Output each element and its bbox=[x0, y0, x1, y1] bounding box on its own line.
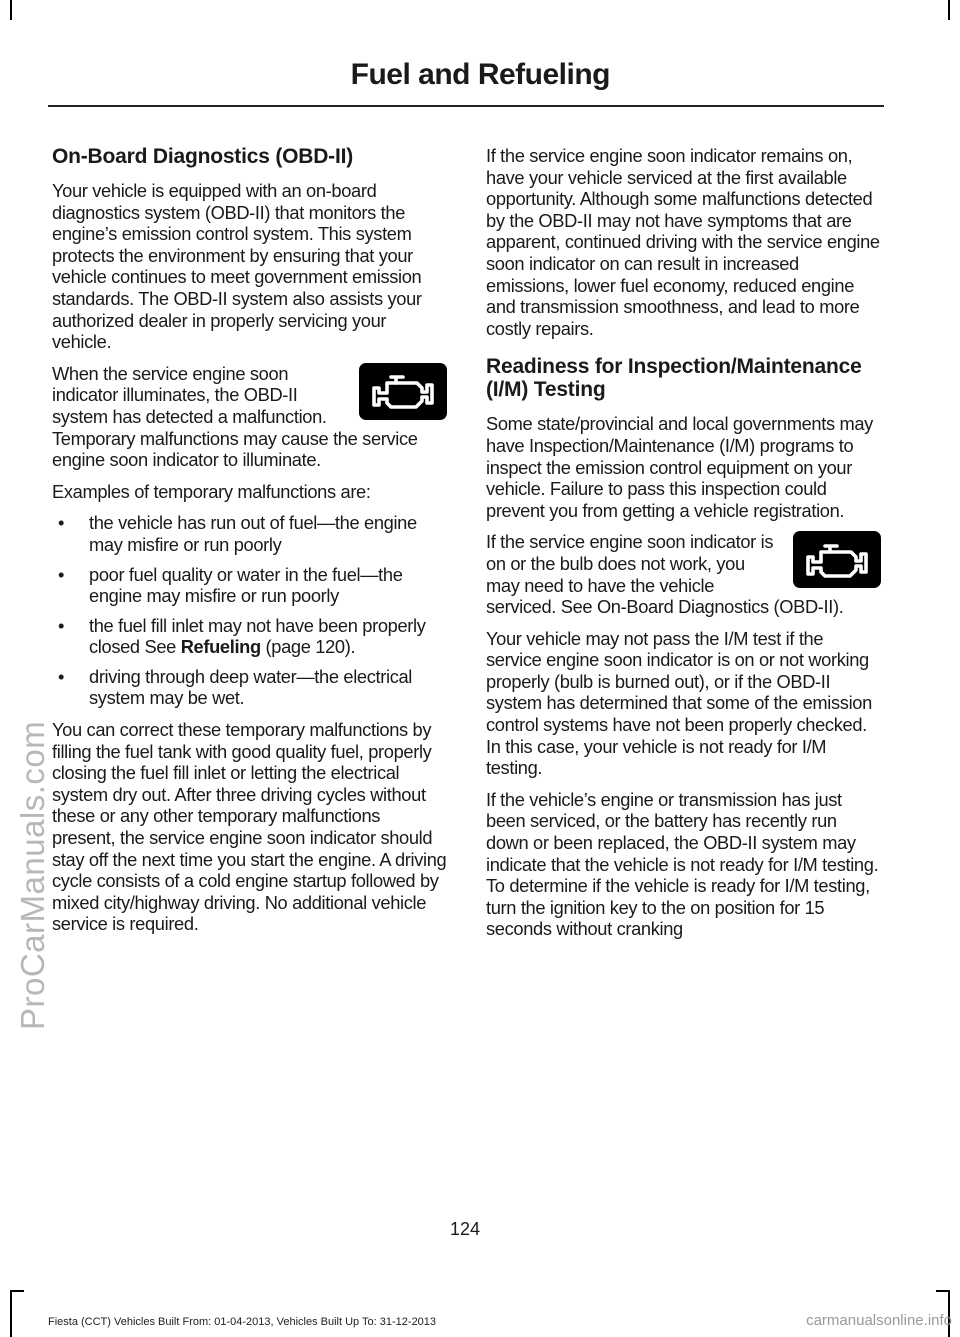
paragraph: You can correct these temporary malfunctions by filling the fuel tank with good quality fuel, properly closing the fuel fill inlet or letting the electrical system dry out. After three driving cycles without these or any other temporary malfunctions present, the service engine soon indicator should stay off the next time you start the engine. A driving cycle consists of a cold engine startup followed by mixed city/highway driving. No additional vehicle service is required. bbox=[52, 719, 447, 935]
list-item: • driving through deep water—the electrical system may be wet. bbox=[52, 666, 447, 709]
page-title: Fuel and Refueling bbox=[350, 58, 610, 91]
cross-reference-link[interactable]: Refueling bbox=[180, 636, 261, 658]
paragraph: When the service engine soon indicator illuminates, the OBD-II system has detected a malfunction. Temporary malfunctions may cause the service engine soon indicator to illuminate. bbox=[52, 362, 418, 471]
paragraph: Some state/provincial and local governments may have Inspection/Maintenance (I/M) programs to inspect the emission control equipment on your vehicle. Failure to pass this inspection could prevent you from getting a vehicle registration. bbox=[486, 413, 873, 521]
paragraph: If the vehicle’s engine or transmission has just been serviced, or the battery has recently run down or been replaced, the OBD-II system may indicate that the vehicle is not ready for I/M testing. To determine if the vehicle is ready for I/M testing, turn the ignition key to the on position for 15 seconds without cranking bbox=[486, 788, 879, 940]
check-engine-icon bbox=[793, 531, 881, 588]
paragraph: Examples of temporary malfunctions are: bbox=[52, 480, 371, 502]
icon-paragraph bbox=[486, 531, 881, 617]
bullet-list bbox=[52, 512, 447, 709]
footer-text: Fiesta (CCT) Vehicles Built From: 01-04-2013, Vehicles Built Up To: 31-12-2013 bbox=[48, 1316, 437, 1328]
crop-mark bbox=[10, 0, 12, 20]
watermark: ProCarManuals.com bbox=[14, 720, 51, 1030]
list-item bbox=[52, 615, 447, 658]
crop-mark bbox=[936, 1290, 950, 1292]
page-number: 124 bbox=[449, 1219, 481, 1239]
header-divider bbox=[48, 105, 884, 107]
footer-watermark: carmanualsonline.info bbox=[806, 1312, 952, 1329]
check-engine-icon bbox=[359, 363, 447, 420]
section-heading-readiness: Readiness for Inspection/Maintenance (I/M) Testing bbox=[486, 355, 862, 402]
page-reference: (page 120). bbox=[260, 636, 356, 658]
crop-mark bbox=[10, 1290, 12, 1337]
paragraph: Your vehicle may not pass the I/M test if the service engine soon indicator is on or not working properly (bulb is burned out), or if the OBD-II system has determined that some of the emission control systems have not been properly checked. In this case, your vehicle is not ready for I/M testing. bbox=[486, 627, 872, 779]
list-item: • the vehicle has run out of fuel—the engine may misfire or run poorly bbox=[52, 512, 447, 555]
paragraph: If the service engine soon indicator is on or the bulb does not work, you may need to have the vehicle serviced. See On-Board Diagnostics (OBD-II). bbox=[486, 531, 844, 618]
paragraph: Your vehicle is equipped with an on-board diagnostics system (OBD-II) that monitors the engine’s emission control system. This system protects the environment by ensuring that your vehicle continues to meet government emission standards. The OBD-II system also assists your authorized dealer in properly servicing your vehicle. bbox=[52, 180, 422, 353]
right-column bbox=[486, 145, 881, 950]
icon-paragraph bbox=[52, 363, 447, 471]
crop-mark bbox=[10, 1290, 24, 1292]
section-heading-obd: On-Board Diagnostics (OBD-II) bbox=[52, 145, 354, 168]
left-column bbox=[52, 145, 447, 945]
list-item: • poor fuel quality or water in the fuel—the engine may misfire or run poorly bbox=[52, 564, 447, 607]
list-item-text: the fuel fill inlet may not have been properly closed See bbox=[89, 614, 426, 658]
crop-mark bbox=[948, 0, 950, 20]
paragraph: If the service engine soon indicator remains on, have your vehicle serviced at the first available opportunity. Although some malfunctions detected by the OBD-II may not have symptoms that are apparent, continued driving with the service engine soon indicator on can result in increased emissions, lower fuel economy, reduced engine and transmission smoothness, and lead to more costly repairs. bbox=[486, 145, 880, 339]
